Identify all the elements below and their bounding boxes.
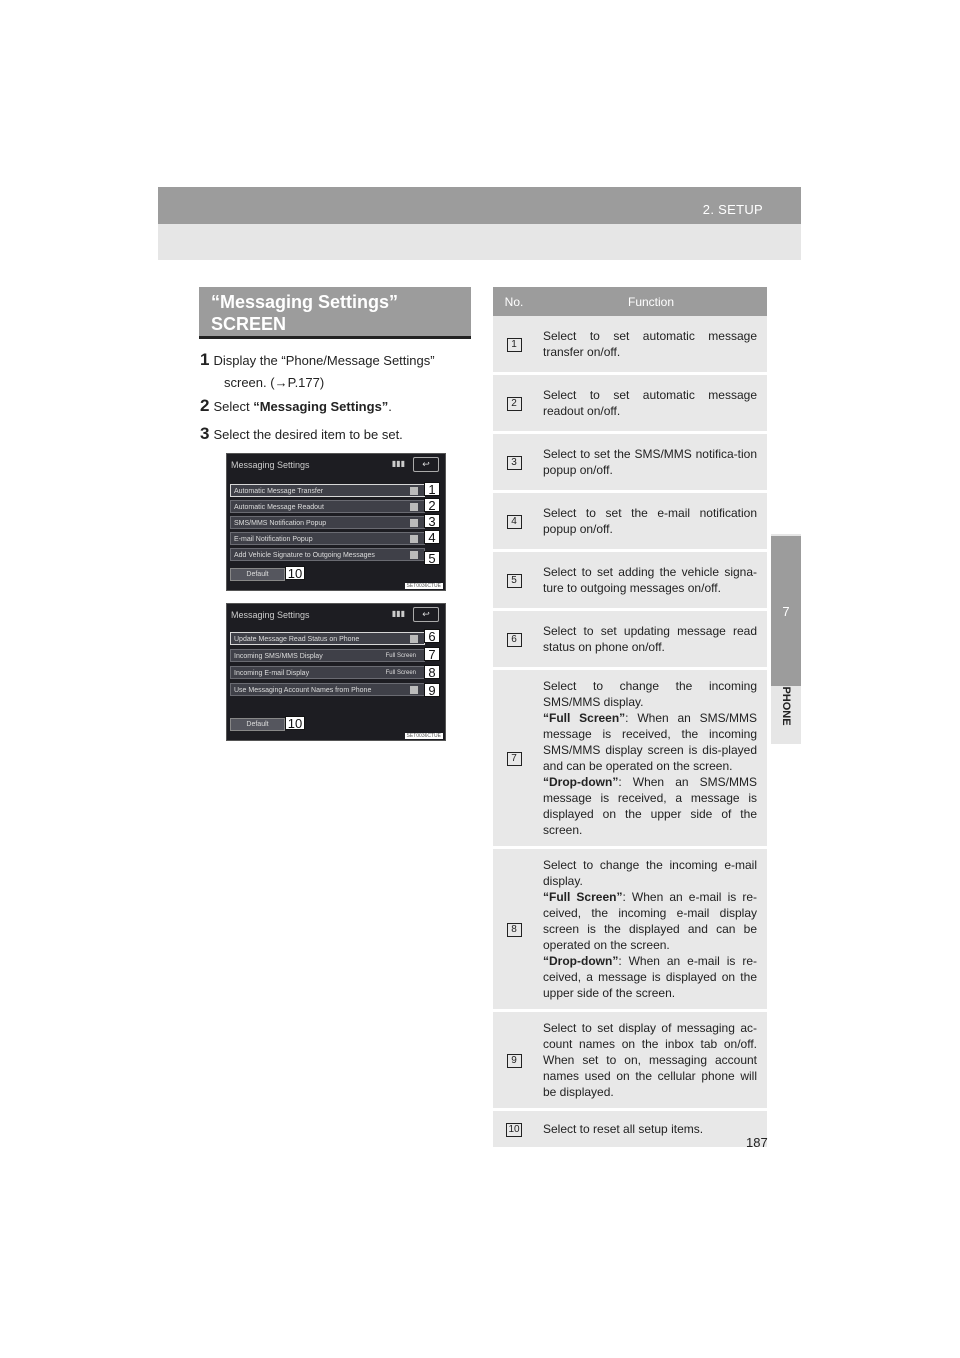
checkbox-icon[interactable] [410,686,418,694]
function-text: Select to set automatic message readout on/off. [535,374,767,433]
option-description [543,710,757,774]
item-number: 3 [507,456,522,470]
default-button[interactable]: Default [230,568,285,581]
table-row [493,374,767,433]
row-label: Incoming SMS/MMS Display [234,653,323,660]
settings-row[interactable] [230,516,425,529]
option-name: “Drop-down” [543,954,619,968]
back-icon[interactable]: ↩ [413,607,439,622]
callout-badge: 3 [424,514,440,528]
option-text: : When an SMS/MMS message is received, a message is displayed on the upper side of the screen. [543,775,757,837]
checkbox-icon[interactable] [410,551,418,559]
row-label: Use Messaging Account Names from Phone [234,687,372,694]
row-label: Update Message Read Status on Phone [234,636,360,643]
function-text: Select to change the incoming e-mail display. [543,858,757,888]
callout-badge: 10 [285,566,305,580]
step-number: 1 [200,350,210,369]
option-description [543,953,757,1001]
row-label: SMS/MMS Notification Popup [234,520,327,527]
signal-icon: ▮▮▮ [391,459,405,468]
step-text-bold: “Messaging Settings” [253,399,389,414]
figure-code: SET0036CTUE [406,583,441,589]
table-row [493,610,767,669]
function-text: Select to set automatic message transfer on/off. [535,316,767,374]
column-header-no: No. [493,287,535,316]
option-text: : When an e-mail is re-ceived, a message is displayed on the upper side of the screen. [543,954,757,1000]
signal-icon: ▮▮▮ [391,609,405,618]
function-text: Select to set the e-mail notification popup on/off. [535,492,767,551]
table-row [493,1110,767,1149]
item-number: 2 [507,397,522,411]
function-text: Select to set updating message read status on phone on/off. [535,610,767,669]
callout-badge: 4 [424,530,440,544]
back-icon[interactable]: ↩ [413,457,439,472]
item-number: 6 [507,633,522,647]
option-text: : When an SMS/MMS message is received, the incoming SMS/MMS display screen is dis-played and can be operated on the screen. [543,711,757,773]
table-row [493,669,767,848]
callout-badge: 1 [424,482,440,496]
step-number: 3 [200,424,210,443]
settings-row[interactable] [230,649,425,662]
row-label: E-mail Notification Popup [234,536,313,543]
settings-row[interactable] [230,548,425,561]
section-label: 2. SETUP [702,202,763,217]
section-title [199,287,471,339]
step-text-cont: screen. (→P.177) [224,375,325,390]
function-text: Select to change the incoming SMS/MMS display. [543,679,757,709]
item-number: 5 [507,574,522,588]
checkbox-icon[interactable] [410,503,418,511]
page-number: 187 [746,1135,768,1150]
row-label: Automatic Message Readout [234,504,324,511]
function-text: Select to set adding the vehicle signa-ture to outgoing messages on/off. [535,551,767,610]
row-value: Full Screen [385,670,416,676]
callout-badge: 7 [424,647,440,661]
chapter-number: 7 [771,536,801,686]
checkbox-icon[interactable] [410,487,418,495]
item-number: 4 [507,515,522,529]
step-text: Select the desired item to be set. [213,427,403,442]
figure-code: SET0036CTUE [406,733,441,739]
screen-figure-1 [226,453,446,591]
column-header-function: Function [535,287,767,316]
function-table [493,287,767,1150]
settings-row[interactable] [230,683,425,696]
settings-row[interactable] [230,500,425,513]
callout-badge: 8 [424,665,440,679]
chapter-label: PHONE [780,686,792,726]
item-number: 1 [507,338,522,352]
settings-row[interactable] [230,632,425,645]
item-number: 8 [507,923,522,937]
function-text: Select to set the SMS/MMS notifica-tion popup on/off. [535,433,767,492]
option-description [543,889,757,953]
step-text-suffix: . [388,399,392,414]
checkbox-icon[interactable] [410,519,418,527]
screen-title: Messaging Settings [231,460,310,470]
row-label: Automatic Message Transfer [234,488,324,495]
settings-row[interactable] [230,532,425,545]
step-text: Select [213,399,254,414]
table-row [493,848,767,1011]
option-name: “Drop-down” [543,775,619,789]
option-name: “Full Screen” [543,890,623,904]
callout-badge: 2 [424,498,440,512]
section-title-line1: “Messaging Settings” [211,292,399,312]
item-number: 10 [508,1124,520,1135]
checkbox-icon[interactable] [410,635,418,643]
table-row [493,551,767,610]
callout-badge: 10 [285,716,305,730]
function-cell [535,848,767,1011]
table-row [493,433,767,492]
step-2 [200,395,392,418]
option-text: : When an e-mail is re-ceived, the incoming e-mail display screen is the displayed and can be operated on the screen. [543,890,758,952]
row-label: Incoming E-mail Display [234,670,310,677]
item-number: 9 [507,1054,522,1068]
callout-badge: 9 [424,683,440,697]
option-description [543,774,757,838]
function-text: Select to set display of messaging ac-count names on the inbox tab on/off. When set to on, messaging account names used on the cellular phone will be displayed. [535,1011,767,1110]
settings-row[interactable] [230,484,425,497]
option-name: “Full Screen” [543,711,626,725]
checkbox-icon[interactable] [410,535,418,543]
section-title-line2: SCREEN [211,314,287,334]
step-number: 2 [200,396,210,415]
header-subband [158,224,801,260]
callout-badge: 5 [424,551,440,565]
function-text: Select to reset all setup items. [535,1110,767,1149]
screen-figure-2 [226,603,446,741]
table-row [493,492,767,551]
function-cell [535,669,767,848]
screen-title: Messaging Settings [231,610,310,620]
table-header-row [493,287,767,316]
item-number: 7 [507,752,522,766]
callout-badge: 6 [424,629,440,643]
row-label: Add Vehicle Signature to Outgoing Messages [234,552,375,559]
default-button[interactable]: Default [230,718,285,731]
row-value: Full Screen [385,653,416,659]
step-1 [200,349,435,394]
table-row [493,316,767,374]
settings-row[interactable] [230,666,425,679]
step-3 [200,423,403,446]
step-text: Display the “Phone/Message Settings” [213,353,435,368]
table-row [493,1011,767,1110]
